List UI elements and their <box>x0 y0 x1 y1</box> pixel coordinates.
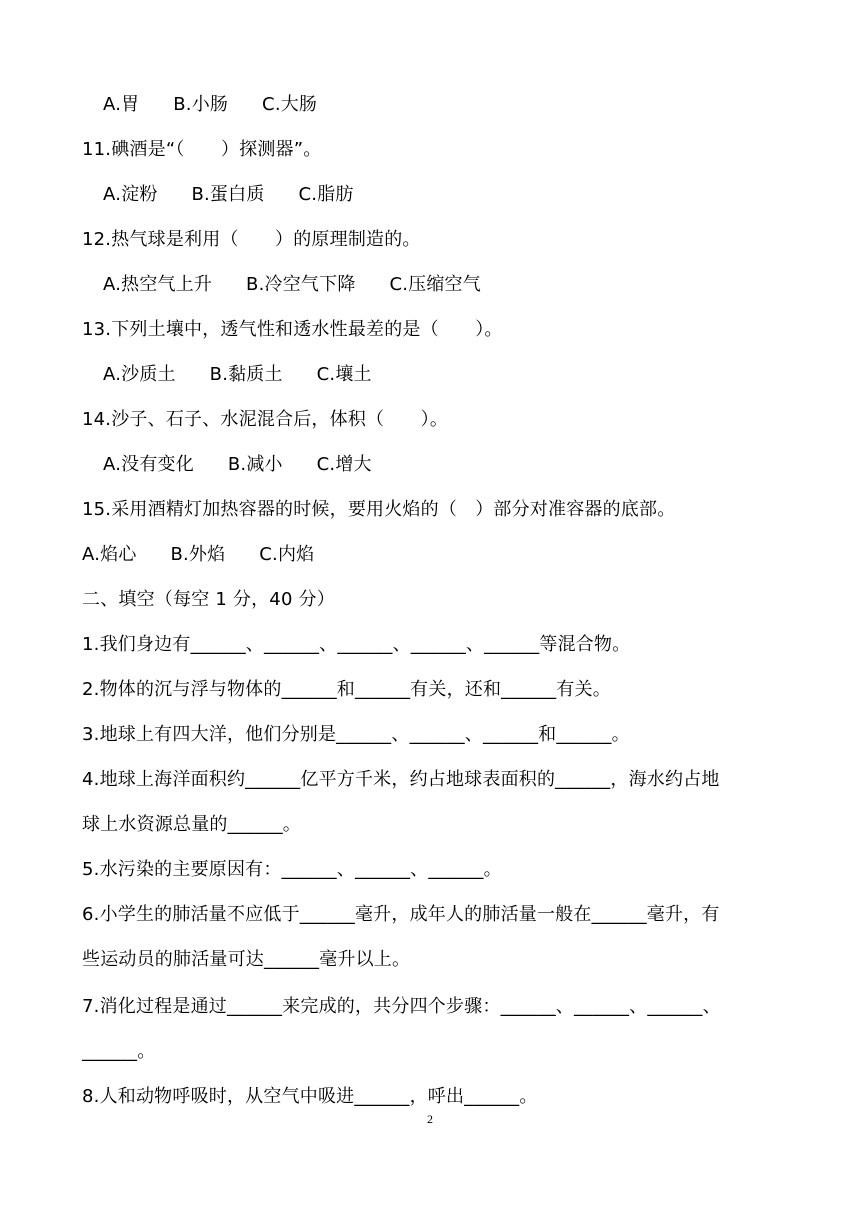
q13-options <box>103 363 372 387</box>
q14-text: 14.沙子、石子、水泥混合后，体积（ ）。 <box>82 409 449 430</box>
q11-text: 11.碘酒是“（ ）探测器”。 <box>82 139 322 160</box>
q13-option-a: A.沙质土 <box>103 364 176 385</box>
q11-option-a: A.淀粉 <box>103 184 158 205</box>
fill-question-6-line1: 6.小学生的肺活量不应低于______毫升，成年人的肺活量一般在______毫升，有 <box>82 904 720 925</box>
section2-title: 二、填空（每空 1 分，40 分） <box>82 589 335 610</box>
q10-options <box>103 93 317 117</box>
q11-options <box>103 183 354 207</box>
q15-option-a: A.焰心 <box>82 544 137 565</box>
fill-question-3: 3.地球上有四大洋，他们分别是______、______、______和______。 <box>82 724 630 745</box>
q12-option-a: A.热空气上升 <box>103 274 213 295</box>
q13-option-b: B.黏质土 <box>209 364 283 385</box>
fill-question-4-line1: 4.地球上海洋面积约______亿平方千米，约占地球表面积的______，海水约占地 <box>82 769 720 790</box>
q15-option-b: B.外焰 <box>170 544 226 565</box>
q13-text: 13.下列土壤中，透气性和透水性最差的是（ ）。 <box>82 319 503 340</box>
q15-text: 15.采用酒精灯加热容器的时候，要用火焰的（ ）部分对准容器的底部。 <box>82 499 676 520</box>
fill-question-6-line2: 些运动员的肺活量可达______毫升以上。 <box>82 949 411 970</box>
q12-option-c: C.压缩空气 <box>389 274 481 295</box>
q15-options <box>82 543 314 567</box>
q13-option-c: C.壤土 <box>316 364 372 385</box>
q10-option-c: C.大肠 <box>262 94 318 115</box>
q12-options <box>103 273 481 297</box>
q11-option-b: B.蛋白质 <box>191 184 265 205</box>
page-number: 2 <box>427 1112 433 1126</box>
fill-question-5: 5.水污染的主要原因有：______、______、______。 <box>82 859 502 880</box>
fill-question-4-line2: 球上水资源总量的______。 <box>82 814 301 835</box>
q12-text: 12.热气球是利用（ ）的原理制造的。 <box>82 229 421 250</box>
q14-option-c: C.增大 <box>316 454 372 475</box>
fill-question-1: 1.我们身边有______、______、______、______、______等混合物。 <box>82 634 631 655</box>
fill-question-7-line1: 7.消化过程是通过______来完成的，共分四个步骤：______、______、______、 <box>82 996 721 1017</box>
q12-option-b: B.冷空气下降 <box>246 274 356 295</box>
fill-question-7-line2: ______。 <box>82 1041 156 1062</box>
q14-options <box>103 453 372 477</box>
q14-option-a: A.没有变化 <box>103 454 194 475</box>
q15-option-c: C.内焰 <box>259 544 315 565</box>
q14-option-b: B.减小 <box>227 454 283 475</box>
fill-question-8: 8.人和动物呼吸时，从空气中吸进______，呼出______。 <box>82 1086 538 1107</box>
q10-option-a: A.胃 <box>103 94 140 115</box>
q10-option-b: B.小肠 <box>173 94 229 115</box>
q11-option-c: C.脂肪 <box>298 184 354 205</box>
fill-question-2: 2.物体的沉与浮与物体的______和______有关，还和______有关。 <box>82 679 611 700</box>
